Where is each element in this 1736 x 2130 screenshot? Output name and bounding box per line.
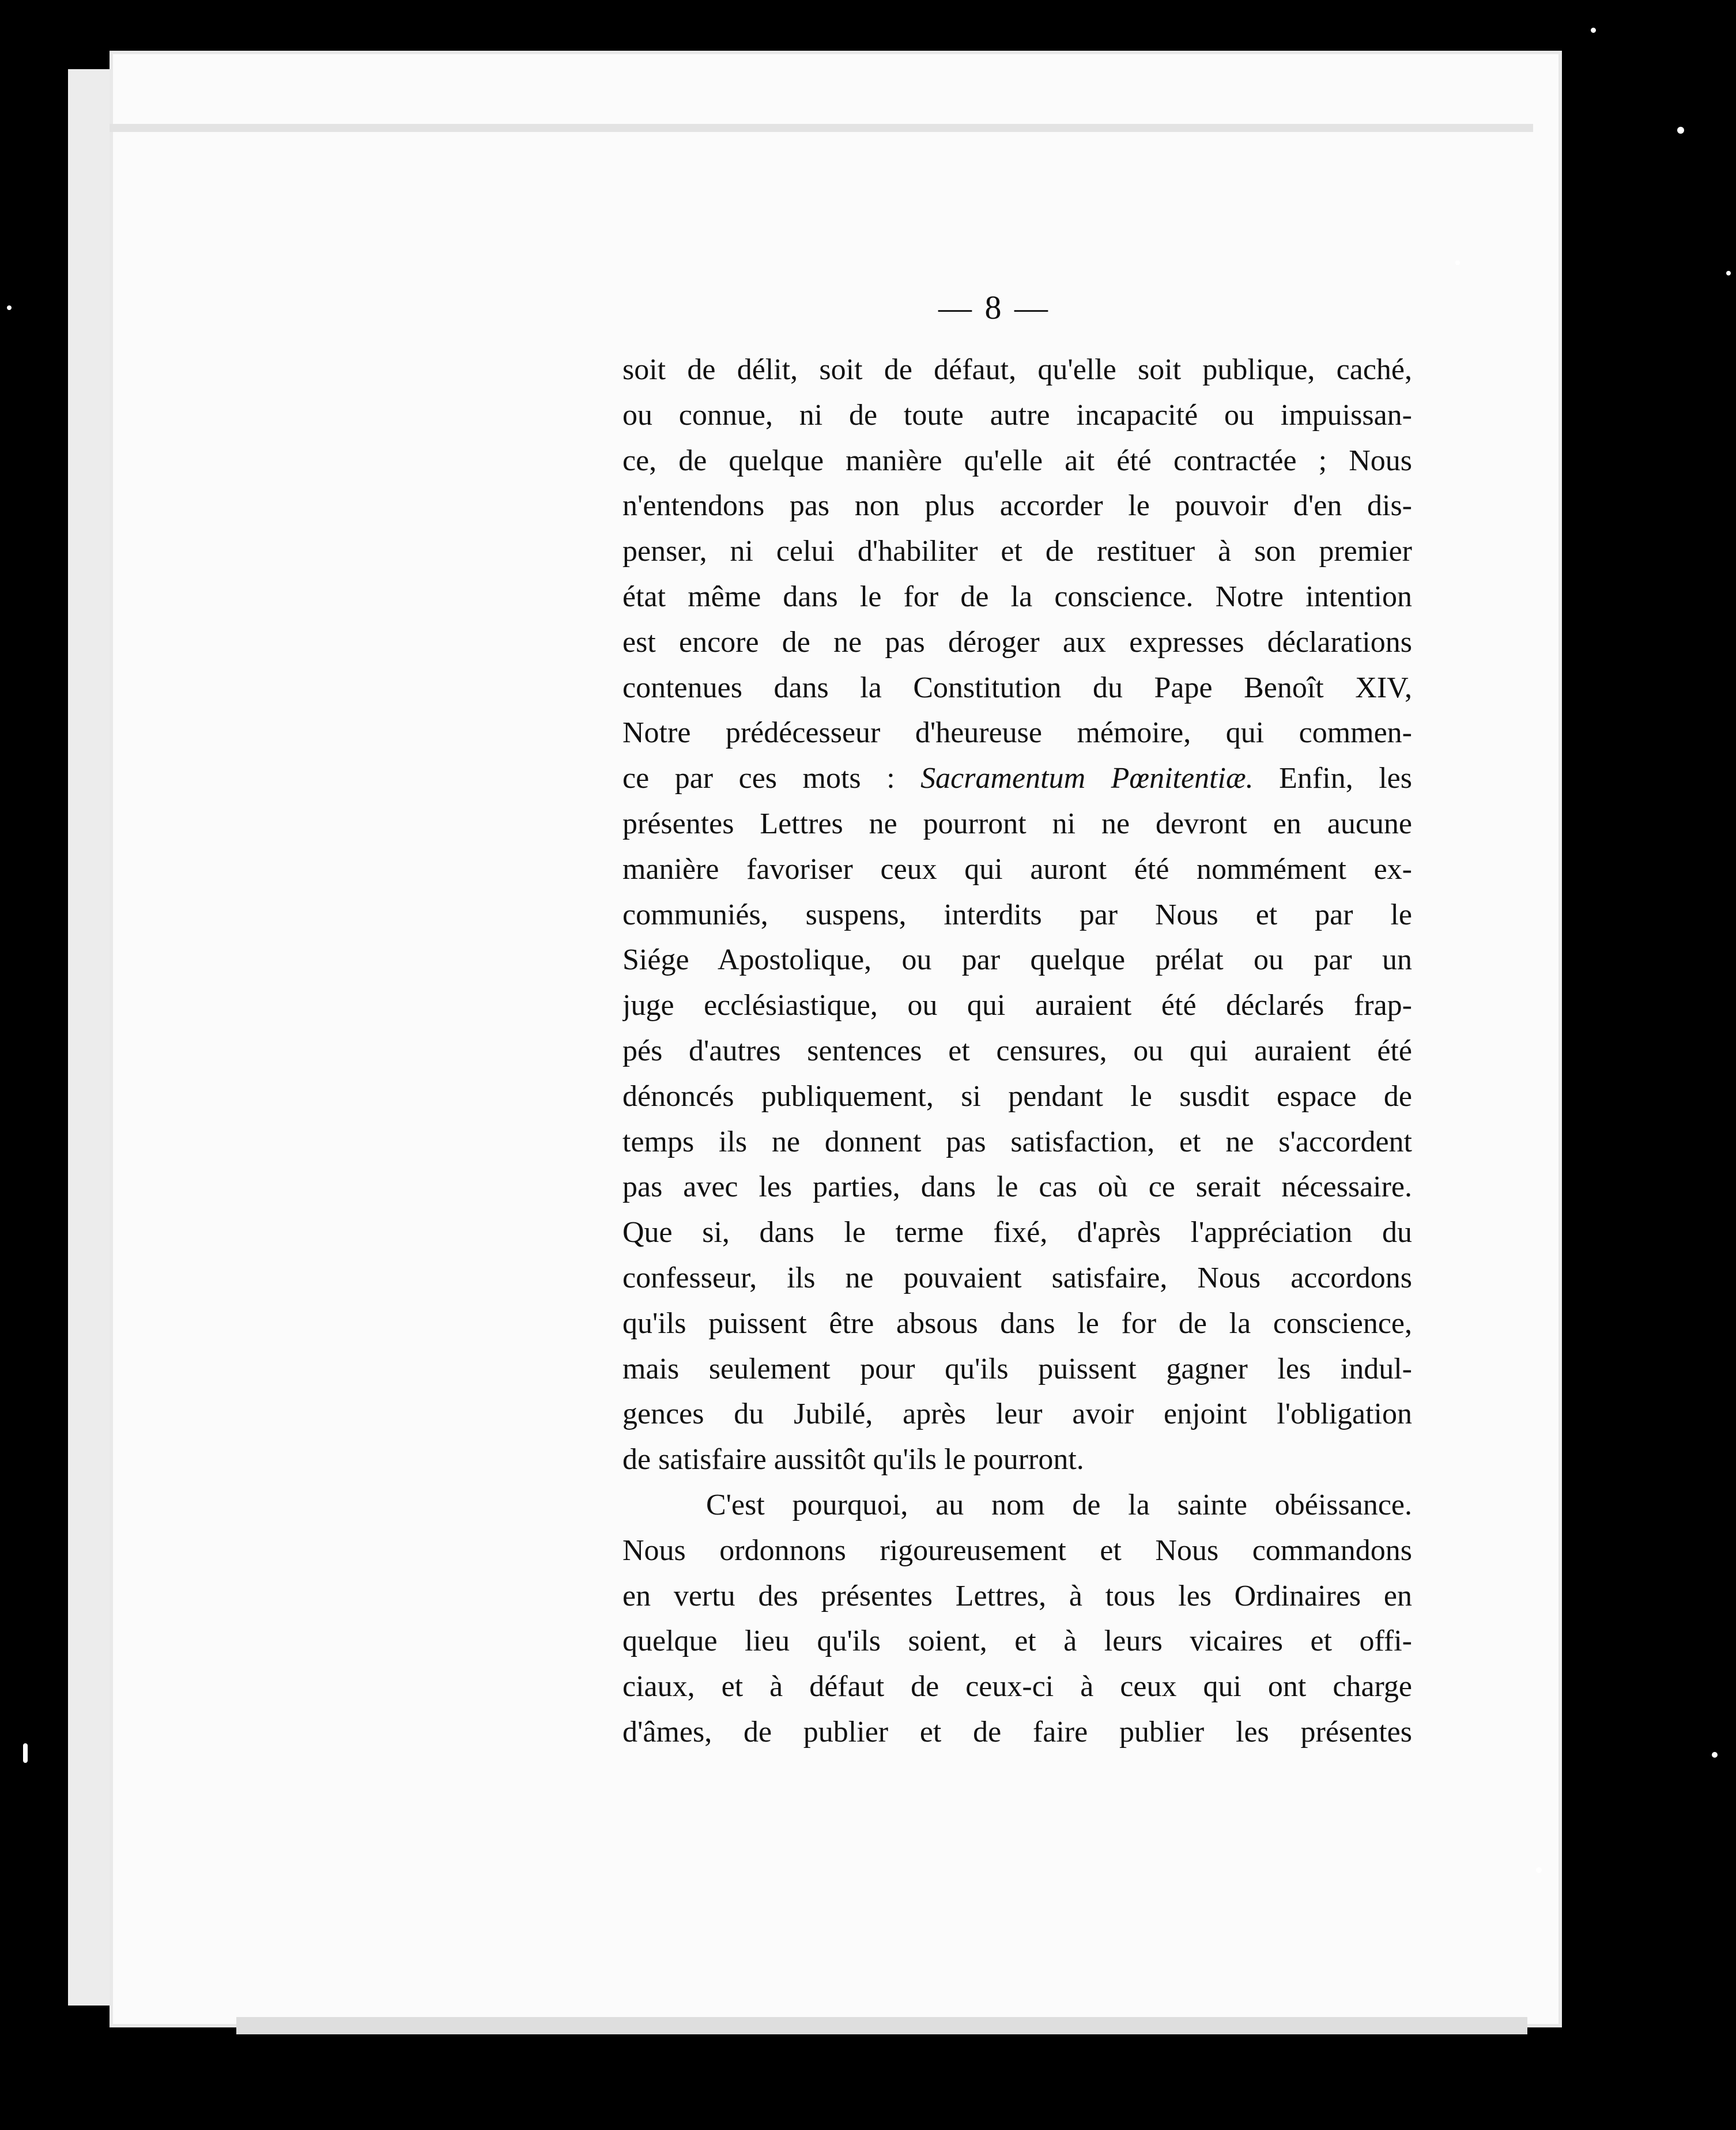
text-line: pés d'autres sentences et censures, ou qui auraient été — [622, 1034, 1412, 1067]
page-left-edge — [68, 69, 111, 2006]
body-text — [622, 348, 1412, 1755]
text-line: communiés, suspens, interdits par Nous et par le — [622, 898, 1412, 931]
text-line: penser, ni celui d'habiliter et de restituer à son premier — [622, 535, 1412, 568]
text-line: Que si, dans le terme fixé, d'après l'appréciation du — [622, 1216, 1412, 1249]
text-line: C'est pourquoi, au nom de la sainte obéissance. — [706, 1488, 1412, 1521]
text-line-prefix: ce par ces mots : — [622, 762, 921, 795]
scan-speck — [1591, 28, 1596, 33]
page-bottom-edge — [236, 2017, 1527, 2034]
text-line: manière favoriser ceux qui auront été nommément ex- — [622, 852, 1412, 886]
text-line: Nous ordonnons rigoureusement et Nous commandons — [622, 1534, 1412, 1567]
scan-speck — [23, 1743, 28, 1763]
text-line: Notre prédécesseur d'heureuse mémoire, qui commen- — [622, 716, 1412, 750]
paragraph-2 — [622, 1483, 1412, 1755]
text-line: de satisfaire aussitôt qu'ils le pourront. — [622, 1443, 1084, 1476]
text-line: pas avec les parties, dans le cas où ce serait nécessaire. — [622, 1170, 1412, 1204]
text-line: confesseur, ils ne pouvaient satisfaire, Nous accordons — [622, 1261, 1412, 1294]
scan-speck — [1712, 1752, 1718, 1758]
text-line-suffix: Enfin, les — [1253, 762, 1412, 795]
text-line: qu'ils puissent être absous dans le for de la conscience, — [622, 1306, 1412, 1340]
text-line: présentes Lettres ne pourront ni ne devront en aucune — [622, 807, 1412, 840]
text-line: contenues dans la Constitution du Pape Benoît XIV, — [622, 671, 1412, 704]
text-line-with-italic — [622, 756, 1412, 802]
text-line: état même dans le for de la conscience. Notre intention — [622, 580, 1412, 613]
text-line: quelque lieu qu'ils soient, et à leurs vicaires et offi- — [622, 1625, 1412, 1658]
paragraph-1 — [622, 348, 1412, 1483]
text-line: est encore de ne pas déroger aux expresses déclarations — [622, 625, 1412, 659]
text-line: soit de délit, soit de défaut, qu'elle soit publique, caché, — [622, 353, 1412, 386]
text-line: n'entendons pas non plus accorder le pouvoir d'en dis- — [622, 489, 1412, 523]
text-line: dénoncés publiquement, si pendant le susdit espace de — [622, 1079, 1412, 1113]
text-line: ciaux, et à défaut de ceux-ci à ceux qui ont charge — [622, 1670, 1412, 1704]
scan-speck — [1677, 127, 1684, 134]
text-line: Siége Apostolique, ou par quelque prélat ou par un — [622, 943, 1412, 977]
text-line: mais seulement pour qu'ils puissent gagner les indul- — [622, 1352, 1412, 1385]
text-line: d'âmes, de publier et de faire publier les présentes — [622, 1715, 1412, 1748]
text-line: ce, de quelque manière qu'elle ait été contractée ; Nous — [622, 444, 1412, 477]
text-line: ou connue, ni de toute autre incapacité ou impuissan- — [622, 398, 1412, 432]
page-number: — 8 — — [938, 289, 1050, 326]
page-top-fold — [110, 124, 1533, 132]
text-line: temps ils ne donnent pas satisfaction, et ne s'accordent — [622, 1125, 1412, 1158]
text-line: en vertu des présentes Lettres, à tous les Ordinaires en — [622, 1579, 1412, 1612]
text-line: gences du Jubilé, après leur avoir enjoint l'obligation — [622, 1398, 1412, 1431]
scan-speck — [1726, 271, 1731, 275]
text-line: juge ecclésiastique, ou qui auraient été déclarés frap- — [622, 989, 1412, 1022]
italic-phrase: Sacramentum Pœnitentiæ. — [920, 762, 1254, 795]
scan-speck — [7, 305, 12, 310]
